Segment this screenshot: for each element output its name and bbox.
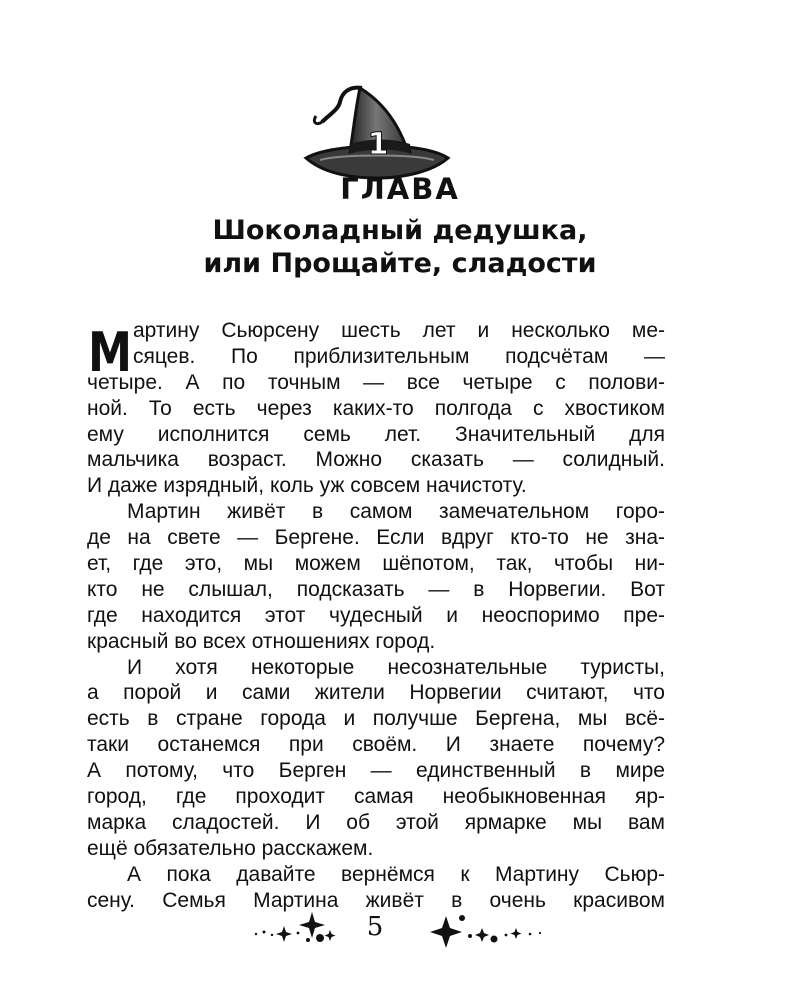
footer-ornament [250, 908, 550, 948]
text-line: ещё обязательно расскажем. [87, 836, 374, 860]
text-line: кто не слышал, подсказать — в Норвегии. Вот [87, 577, 665, 601]
page-number: 5 [366, 912, 384, 942]
text-line: Мартин живёт в самом замечательном горо- [127, 500, 665, 524]
sparkle-right-icon [430, 915, 541, 948]
text-line: красный во всех отношениях город. [87, 629, 436, 653]
text-line: ему исполнится семь лет. Значительный для [87, 422, 665, 446]
text-line: де на свете — Бергене. Если вдруг кто-то не зна- [87, 526, 665, 550]
text-line: город, где проходит самая необыкновенная яр- [87, 785, 665, 809]
text-line: таки останемся при своём. И знаете почему? [87, 733, 665, 757]
chapter-title [0, 214, 800, 280]
text-line: ет, где это, мы можем шёпотом, так, чтобы ни- [87, 552, 665, 576]
chapter-title-line: Шоколадный дедушка, [212, 215, 588, 246]
wizard-hat-icon [300, 82, 450, 182]
text-line: артину Сьюрсену шесть лет и несколько ме- [133, 319, 665, 342]
text-line: ной. То есть через каких-то полгода с хвостиком [87, 396, 665, 420]
text-line: мальчика возраст. Можно сказать — солидный. [87, 448, 665, 472]
text-line: сяцев. По приблизительным подсчётам — [133, 344, 665, 368]
chapter-label: ГЛАВА [340, 172, 460, 206]
text-line: есть в стране города и получше Бергена, мы всё- [87, 707, 665, 731]
text-line: А пока давайте вернёмся к Мартину Сьюр- [127, 862, 665, 886]
text-line: И хотя некоторые несознательные туристы, [127, 655, 665, 679]
text-line: четыре. А по точным — все четыре с полови- [87, 370, 665, 394]
text-line: сену. Семья Мартина живёт в очень красивом [87, 888, 665, 912]
text-line: а порой и сами жители Норвегии считают, что [87, 681, 665, 705]
text-line: А потому, что Берген — единственный в мире [87, 759, 665, 783]
sparkle-left-icon [255, 912, 336, 942]
text-line: марка сладостей. И об этой ярмарке мы вам [87, 810, 665, 834]
text-line: где находится этот чудесный и неоспоримо пре- [87, 603, 665, 627]
text-line: И даже изрядный, коль уж совсем начистоту. [87, 474, 527, 498]
chapter-number: 1 [367, 127, 389, 162]
drop-cap-letter: М [88, 321, 132, 384]
body-text [87, 318, 665, 913]
chapter-title-line: или Прощайте, сладости [203, 248, 597, 279]
